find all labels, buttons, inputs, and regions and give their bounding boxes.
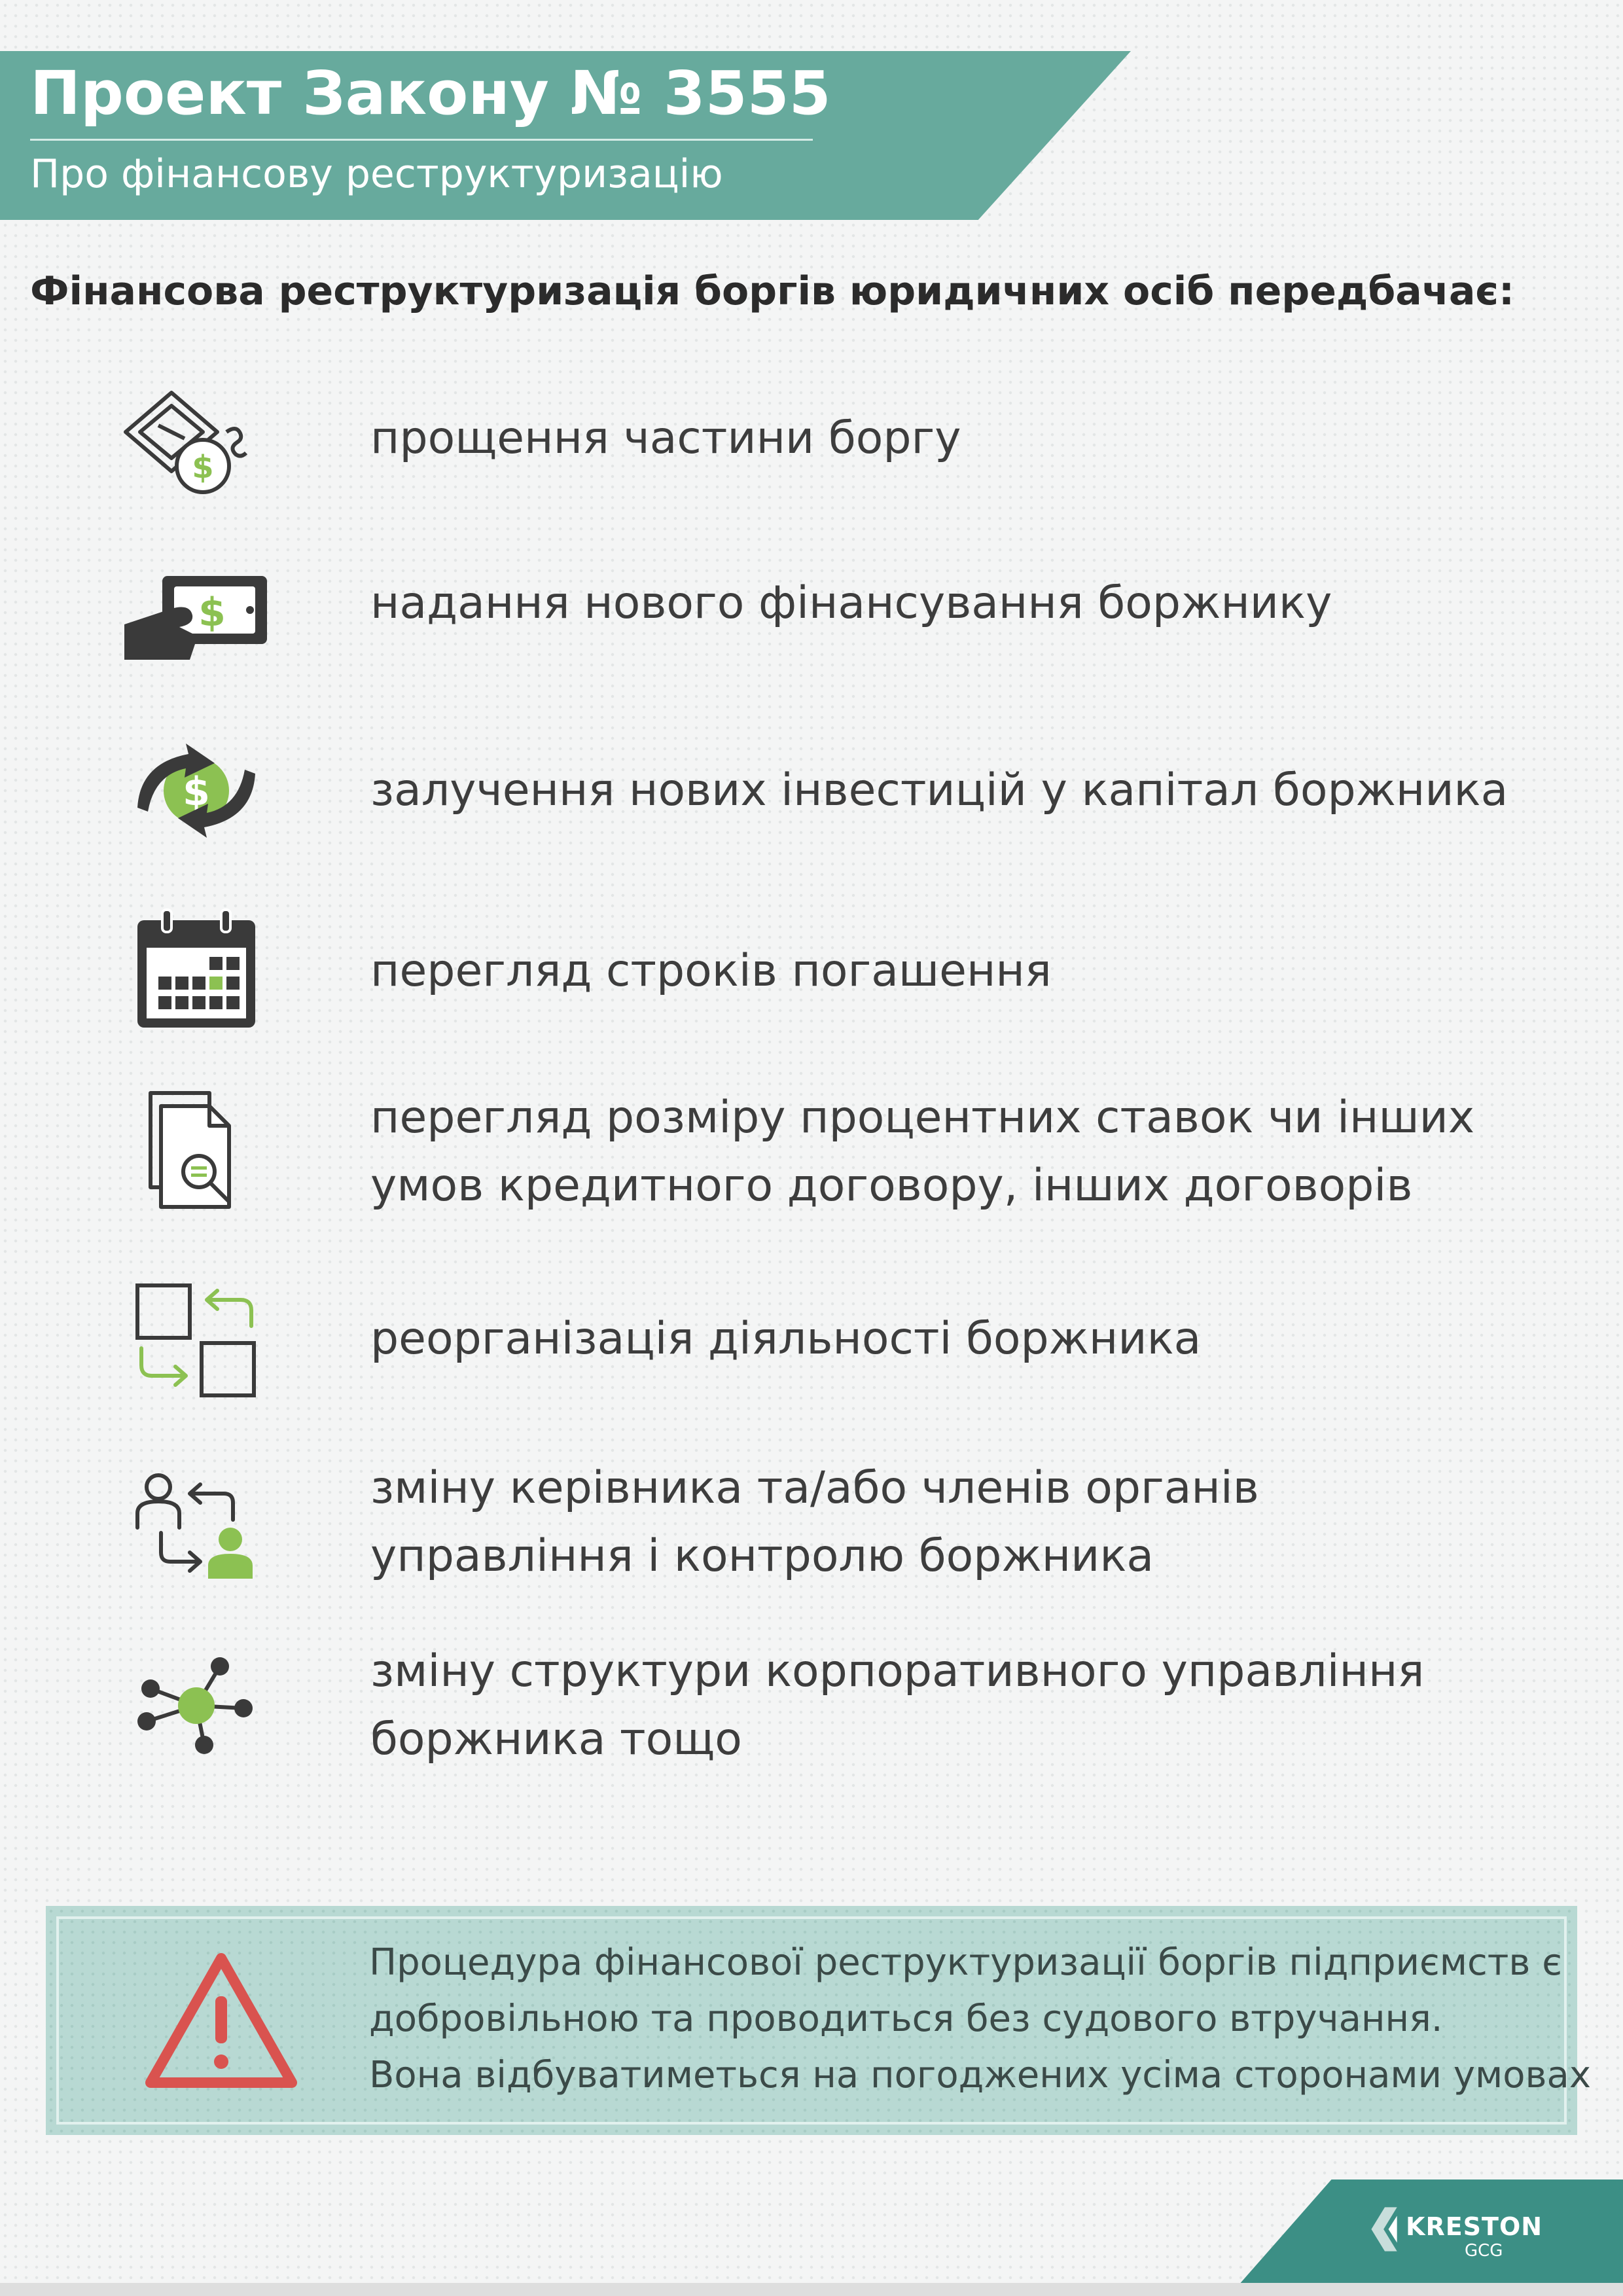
- svg-text:$: $: [183, 769, 210, 815]
- list-item: [0, 538, 1623, 669]
- network-icon: [111, 1640, 281, 1771]
- page-subtitle: Про фінансову реструктуризацію: [30, 151, 723, 197]
- kreston-logo: [1366, 2200, 1543, 2272]
- list-item: [0, 373, 1623, 504]
- list-item: [0, 725, 1623, 856]
- item-text: надання нового фінансування боржнику: [370, 577, 1332, 629]
- item-text: прощення частини боргу: [370, 412, 961, 464]
- list-item: [0, 906, 1623, 1037]
- page-title: Проект Закону № 3555: [30, 58, 831, 128]
- logo-sub: GCG: [1465, 2241, 1503, 2261]
- calendar-icon: [111, 906, 281, 1037]
- item-text: перегляд розміру процентних ставок чи інших умов кредитного договору, інших договорів: [370, 1092, 1475, 1211]
- item-text: зміну структури корпоративного управління боржника тощо: [370, 1645, 1425, 1765]
- item-text: залучення нових інвестицій у капітал боржника: [370, 764, 1508, 816]
- reorganization-icon: [111, 1274, 281, 1405]
- item-text: перегляд строків погашення: [370, 945, 1052, 997]
- warning-icon: [136, 1945, 306, 2100]
- list-item: [0, 1274, 1623, 1405]
- item-text: зміну керівника та/або членів органів управління і контролю боржника: [370, 1462, 1259, 1582]
- note-text: Процедура фінансової реструктуризації боргів підприємств є добровільною та проводиться без судового втручання. Вона відбуватиметься на погоджених усіма сторонами умовах: [369, 1941, 1591, 2096]
- logo-brand: KRESTON: [1406, 2212, 1543, 2241]
- list-item: [0, 1086, 1623, 1217]
- title-divider: [30, 139, 813, 141]
- investment-cycle-icon: [111, 725, 281, 856]
- item-text: реорганізація діяльності боржника: [370, 1313, 1202, 1365]
- warning-note: [46, 1906, 1591, 2135]
- list-item: [0, 1457, 1623, 1588]
- money-hand-icon: [111, 538, 281, 669]
- kreston-mark-icon: [1366, 2204, 1403, 2254]
- svg-text:$: $: [198, 590, 226, 636]
- debt-relief-icon: [111, 373, 281, 504]
- person-swap-icon: [111, 1457, 281, 1588]
- list-item: [0, 1640, 1623, 1771]
- bottom-strip: [0, 2283, 1623, 2296]
- document-review-icon: [111, 1086, 281, 1217]
- intro-heading: Фінансова реструктуризація боргів юридичних осіб передбачає:: [30, 268, 1514, 314]
- svg-text:$: $: [192, 449, 214, 486]
